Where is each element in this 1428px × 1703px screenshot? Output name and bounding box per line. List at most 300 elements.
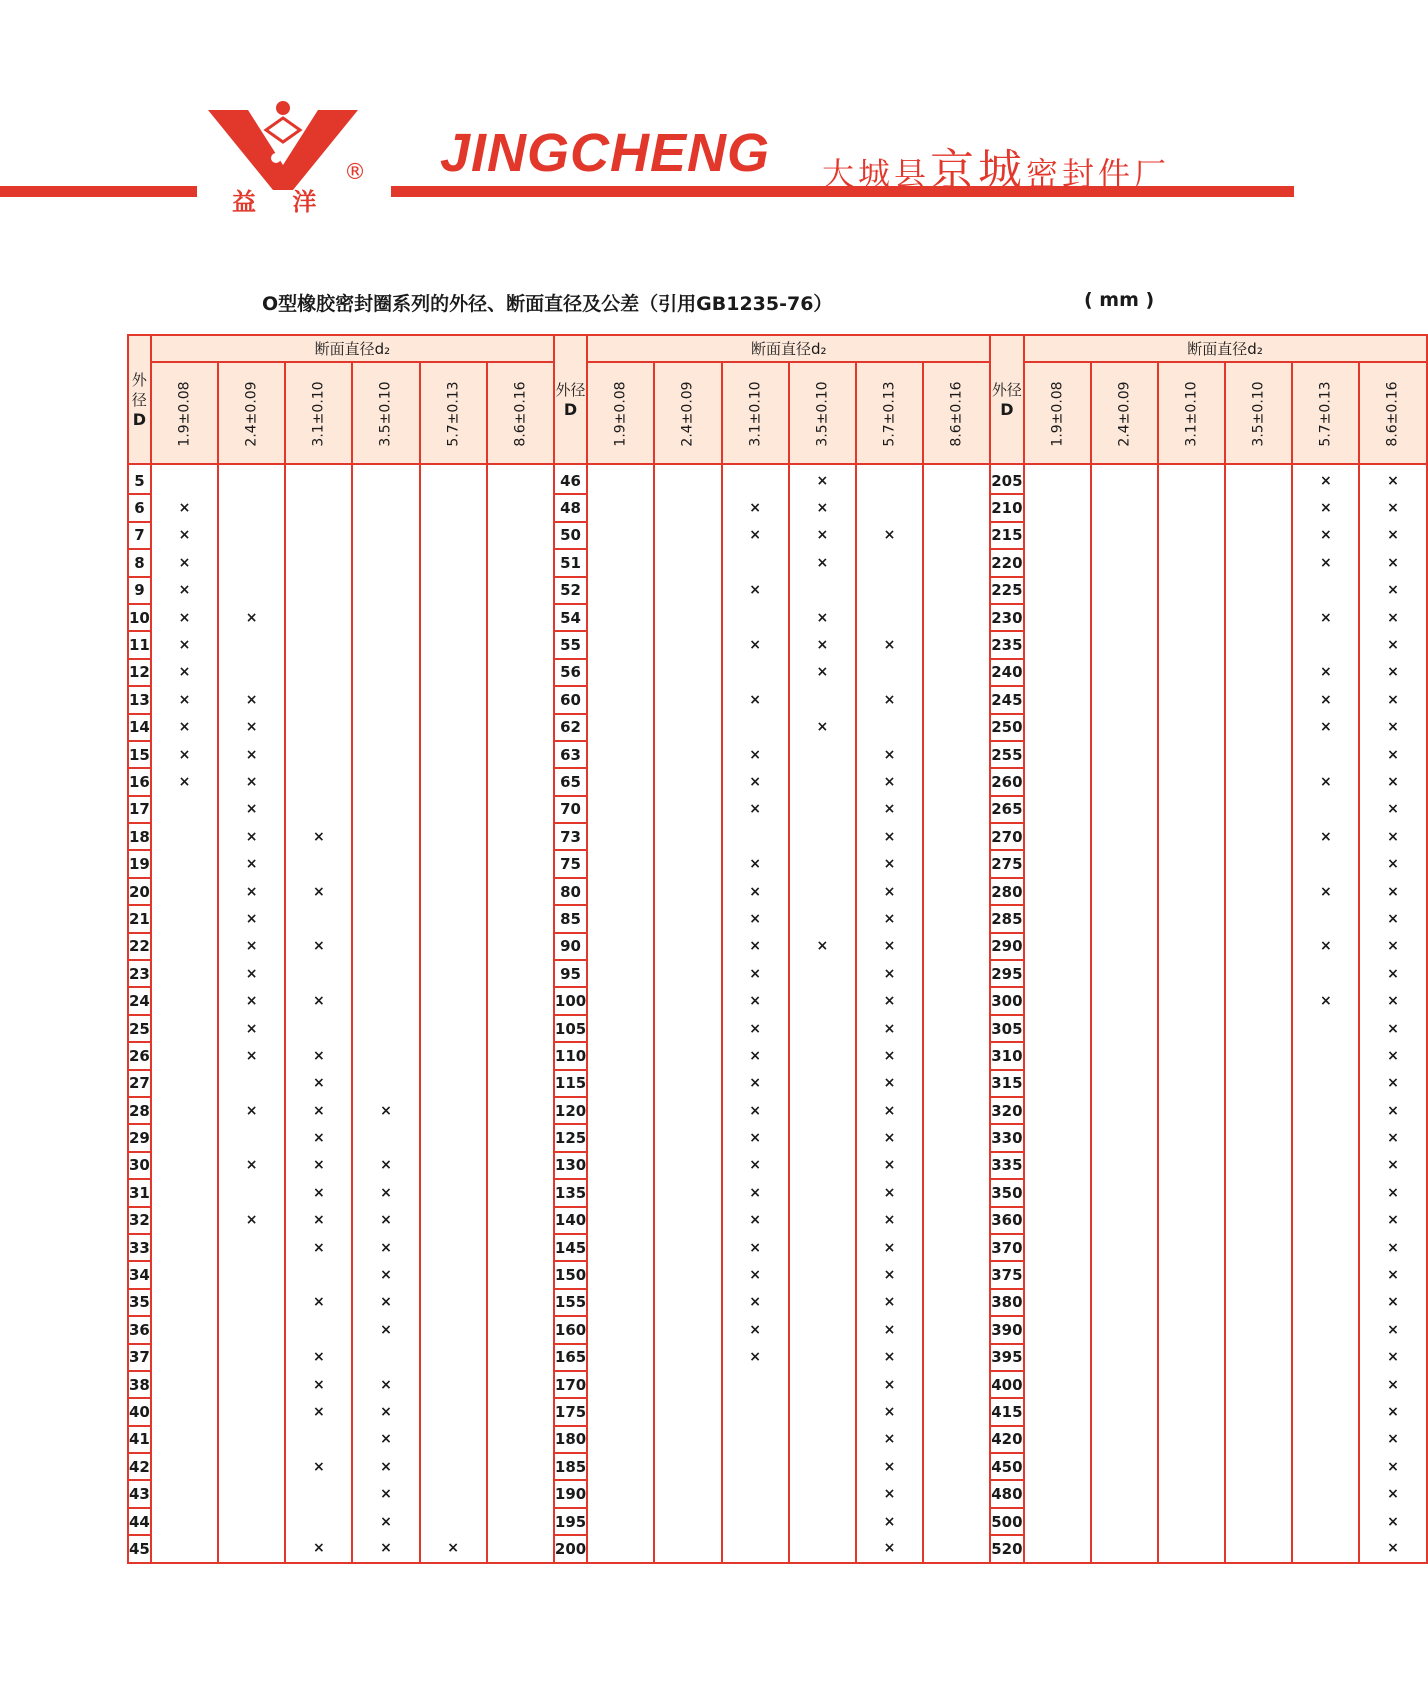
cross-section-size-header (1024, 362, 1091, 464)
empty-cell (1158, 1207, 1225, 1234)
empty-cell (923, 686, 990, 713)
empty-cell (1091, 1042, 1158, 1069)
availability-mark: × (151, 741, 218, 768)
empty-cell (856, 714, 923, 741)
empty-cell (1024, 850, 1091, 877)
empty-cell (654, 823, 721, 850)
availability-mark: × (856, 1042, 923, 1069)
availability-mark: × (1359, 1097, 1426, 1124)
availability-mark: × (1359, 1207, 1426, 1234)
diameter-cell: 160 (554, 1316, 587, 1343)
empty-cell (285, 905, 352, 932)
availability-mark: × (1359, 714, 1426, 741)
empty-cell (352, 823, 419, 850)
empty-cell (1091, 933, 1158, 960)
empty-cell (352, 1042, 419, 1069)
empty-cell (587, 1508, 654, 1535)
empty-cell (1091, 1261, 1158, 1288)
empty-cell (923, 1371, 990, 1398)
availability-mark: × (285, 933, 352, 960)
empty-cell (352, 905, 419, 932)
diameter-cell: 210 (990, 494, 1023, 521)
diameter-cell: 19 (128, 850, 151, 877)
empty-cell (1225, 933, 1292, 960)
empty-cell (1024, 1535, 1091, 1562)
diameter-header-symbol: D (563, 399, 578, 419)
empty-cell (1024, 494, 1091, 521)
empty-cell (1091, 850, 1158, 877)
diameter-cell: 73 (554, 823, 587, 850)
empty-cell (487, 631, 554, 658)
diameter-cell: 21 (128, 905, 151, 932)
diameter-cell: 30 (128, 1152, 151, 1179)
diameter-cell: 380 (990, 1289, 1023, 1316)
empty-cell (923, 522, 990, 549)
empty-cell (151, 1042, 218, 1069)
empty-cell (1024, 1152, 1091, 1179)
empty-cell (654, 1070, 721, 1097)
empty-cell (654, 1097, 721, 1124)
diameter-cell: 260 (990, 768, 1023, 795)
cross-section-size-header (654, 362, 721, 464)
empty-cell (285, 549, 352, 576)
diameter-cell: 62 (554, 714, 587, 741)
diameter-cell: 255 (990, 741, 1023, 768)
diameter-cell: 52 (554, 577, 587, 604)
availability-mark: × (1359, 768, 1426, 795)
empty-cell (1158, 686, 1225, 713)
diameter-cell: 27 (128, 1070, 151, 1097)
diameter-cell: 38 (128, 1371, 151, 1398)
empty-cell (285, 1426, 352, 1453)
availability-mark: × (151, 768, 218, 795)
availability-mark: × (218, 823, 285, 850)
empty-cell (1158, 464, 1225, 494)
table-row (128, 1344, 1427, 1371)
empty-cell (1091, 1508, 1158, 1535)
empty-cell (1024, 659, 1091, 686)
empty-cell (420, 1042, 487, 1069)
availability-mark: × (856, 1179, 923, 1206)
diameter-cell: 395 (990, 1344, 1023, 1371)
empty-cell (151, 1453, 218, 1480)
empty-cell (1024, 1042, 1091, 1069)
availability-mark: × (151, 714, 218, 741)
diameter-cell: 290 (990, 933, 1023, 960)
diameter-header-symbol: D (132, 409, 147, 429)
table-row (128, 1097, 1427, 1124)
cross-section-size-header (1359, 362, 1426, 464)
availability-mark: × (218, 1042, 285, 1069)
empty-cell (487, 549, 554, 576)
logo-text: 益 洋 (232, 187, 331, 216)
empty-cell (789, 1234, 856, 1261)
empty-cell (587, 686, 654, 713)
cross-section-size-header (487, 362, 554, 464)
empty-cell (420, 1289, 487, 1316)
availability-mark: × (722, 878, 789, 905)
empty-cell (789, 1344, 856, 1371)
empty-cell (1024, 905, 1091, 932)
empty-cell (420, 960, 487, 987)
empty-cell (1091, 1426, 1158, 1453)
empty-cell (218, 1124, 285, 1151)
empty-cell (420, 768, 487, 795)
diameter-cell: 250 (990, 714, 1023, 741)
empty-cell (1024, 1316, 1091, 1343)
empty-cell (352, 577, 419, 604)
empty-cell (1091, 686, 1158, 713)
empty-cell (1091, 1070, 1158, 1097)
availability-mark: × (1359, 1042, 1426, 1069)
empty-cell (1158, 631, 1225, 658)
empty-cell (654, 1261, 721, 1288)
empty-cell (352, 933, 419, 960)
empty-cell (218, 1426, 285, 1453)
diameter-cell: 265 (990, 796, 1023, 823)
empty-cell (1292, 1453, 1359, 1480)
empty-cell (1158, 850, 1225, 877)
empty-cell (1158, 659, 1225, 686)
diameter-header-label: 外径 (131, 370, 147, 409)
empty-cell (420, 1453, 487, 1480)
cross-section-size-header (420, 362, 487, 464)
empty-cell (722, 1453, 789, 1480)
empty-cell (789, 1042, 856, 1069)
table-row (128, 1152, 1427, 1179)
empty-cell (1292, 741, 1359, 768)
empty-cell (1225, 878, 1292, 905)
availability-mark: × (856, 1398, 923, 1425)
cross-section-size-header (218, 362, 285, 464)
empty-cell (352, 741, 419, 768)
empty-cell (1292, 1042, 1359, 1069)
empty-cell (352, 714, 419, 741)
empty-cell (218, 494, 285, 521)
diameter-cell: 335 (990, 1152, 1023, 1179)
empty-cell (654, 1508, 721, 1535)
empty-cell (856, 549, 923, 576)
availability-mark: × (1359, 631, 1426, 658)
diameter-cell: 520 (990, 1535, 1023, 1562)
table-row (128, 1480, 1427, 1507)
empty-cell (1225, 464, 1292, 494)
empty-cell (487, 1152, 554, 1179)
empty-cell (1158, 604, 1225, 631)
empty-cell (923, 577, 990, 604)
empty-cell (285, 1261, 352, 1288)
diameter-cell: 26 (128, 1042, 151, 1069)
availability-mark: × (722, 1124, 789, 1151)
availability-mark: × (1359, 1371, 1426, 1398)
diameter-cell: 22 (128, 933, 151, 960)
empty-cell (151, 1316, 218, 1343)
diameter-cell: 43 (128, 1480, 151, 1507)
diameter-cell: 205 (990, 464, 1023, 494)
availability-mark: × (856, 768, 923, 795)
table-row (128, 1289, 1427, 1316)
availability-mark: × (1292, 686, 1359, 713)
diameter-cell: 180 (554, 1426, 587, 1453)
availability-mark: × (285, 1152, 352, 1179)
empty-cell (1292, 1371, 1359, 1398)
empty-cell (1292, 1289, 1359, 1316)
availability-mark: × (1292, 878, 1359, 905)
availability-mark: × (285, 1207, 352, 1234)
empty-cell (420, 741, 487, 768)
empty-cell (151, 850, 218, 877)
empty-cell (654, 1535, 721, 1562)
empty-cell (1024, 577, 1091, 604)
empty-cell (487, 1398, 554, 1425)
empty-cell (1292, 796, 1359, 823)
empty-cell (1024, 1234, 1091, 1261)
empty-cell (487, 659, 554, 686)
empty-cell (654, 905, 721, 932)
availability-mark: × (1359, 604, 1426, 631)
empty-cell (1292, 1124, 1359, 1151)
empty-cell (1225, 522, 1292, 549)
availability-mark: × (1359, 549, 1426, 576)
availability-mark: × (789, 714, 856, 741)
empty-cell (1292, 1152, 1359, 1179)
empty-cell (487, 464, 554, 494)
availability-mark: × (789, 549, 856, 576)
empty-cell (218, 522, 285, 549)
empty-cell (218, 1234, 285, 1261)
diameter-header-symbol: D (1000, 399, 1014, 419)
empty-cell (285, 1508, 352, 1535)
diameter-cell: 11 (128, 631, 151, 658)
empty-cell (285, 686, 352, 713)
empty-cell (1225, 987, 1292, 1014)
cross-section-size-header (587, 362, 654, 464)
empty-cell (1225, 1097, 1292, 1124)
availability-mark: × (722, 850, 789, 877)
table-row (128, 577, 1427, 604)
availability-mark: × (151, 522, 218, 549)
diameter-cell: 285 (990, 905, 1023, 932)
empty-cell (285, 850, 352, 877)
empty-cell (587, 577, 654, 604)
empty-cell (1225, 768, 1292, 795)
empty-cell (1225, 577, 1292, 604)
empty-cell (654, 631, 721, 658)
cross-section-size-label: 3.5±0.10 (1250, 381, 1267, 447)
availability-mark: × (856, 1371, 923, 1398)
empty-cell (1091, 1015, 1158, 1042)
empty-cell (1225, 1042, 1292, 1069)
empty-cell (587, 796, 654, 823)
empty-cell (1225, 1261, 1292, 1288)
empty-cell (722, 714, 789, 741)
empty-cell (1158, 1124, 1225, 1151)
diameter-cell: 130 (554, 1152, 587, 1179)
diameter-cell: 60 (554, 686, 587, 713)
diameter-cell: 48 (554, 494, 587, 521)
diameter-cell: 300 (990, 987, 1023, 1014)
empty-cell (923, 464, 990, 494)
empty-cell (1225, 1289, 1292, 1316)
empty-cell (1091, 1289, 1158, 1316)
empty-cell (587, 850, 654, 877)
diameter-cell: 115 (554, 1070, 587, 1097)
empty-cell (722, 1535, 789, 1562)
availability-mark: × (352, 1234, 419, 1261)
empty-cell (151, 823, 218, 850)
availability-mark: × (151, 577, 218, 604)
cross-section-size-label: 1.9±0.08 (1049, 381, 1066, 447)
empty-cell (789, 1261, 856, 1288)
availability-mark: × (285, 1179, 352, 1206)
empty-cell (1091, 823, 1158, 850)
empty-cell (420, 1152, 487, 1179)
cross-section-group-header: 断面直径d₂ (151, 335, 554, 362)
empty-cell (587, 1261, 654, 1288)
empty-cell (352, 1344, 419, 1371)
diameter-cell: 10 (128, 604, 151, 631)
empty-cell (923, 1453, 990, 1480)
cross-section-size-header (722, 362, 789, 464)
empty-cell (587, 494, 654, 521)
empty-cell (789, 1426, 856, 1453)
availability-mark: × (151, 494, 218, 521)
empty-cell (1158, 741, 1225, 768)
availability-mark: × (722, 494, 789, 521)
empty-cell (1024, 1453, 1091, 1480)
diameter-header (990, 335, 1023, 464)
empty-cell (587, 1453, 654, 1480)
availability-mark: × (1359, 905, 1426, 932)
empty-cell (923, 741, 990, 768)
empty-cell (654, 1015, 721, 1042)
empty-cell (420, 1371, 487, 1398)
empty-cell (587, 987, 654, 1014)
empty-cell (1024, 768, 1091, 795)
empty-cell (151, 1261, 218, 1288)
empty-cell (1225, 1398, 1292, 1425)
empty-cell (722, 659, 789, 686)
empty-cell (1024, 1289, 1091, 1316)
availability-mark: × (218, 987, 285, 1014)
availability-mark: × (151, 659, 218, 686)
table-row (128, 960, 1427, 987)
availability-mark: × (1359, 878, 1426, 905)
diameter-cell: 24 (128, 987, 151, 1014)
empty-cell (1024, 1371, 1091, 1398)
availability-mark: × (218, 796, 285, 823)
empty-cell (856, 577, 923, 604)
empty-cell (1091, 1179, 1158, 1206)
empty-cell (1024, 933, 1091, 960)
cross-section-size-label: 2.4±0.09 (1116, 381, 1133, 447)
empty-cell (1024, 960, 1091, 987)
diameter-cell: 50 (554, 522, 587, 549)
empty-cell (487, 1453, 554, 1480)
availability-mark: × (1292, 604, 1359, 631)
availability-mark: × (218, 1015, 285, 1042)
empty-cell (1091, 1097, 1158, 1124)
empty-cell (654, 714, 721, 741)
availability-mark: × (352, 1179, 419, 1206)
empty-cell (487, 933, 554, 960)
empty-cell (420, 1426, 487, 1453)
empty-cell (587, 960, 654, 987)
header-rule-left (0, 186, 197, 197)
empty-cell (151, 1207, 218, 1234)
empty-cell (789, 1179, 856, 1206)
empty-cell (1225, 631, 1292, 658)
empty-cell (1292, 1179, 1359, 1206)
empty-cell (789, 796, 856, 823)
empty-cell (722, 1426, 789, 1453)
diameter-cell: 5 (128, 464, 151, 494)
diameter-cell: 110 (554, 1042, 587, 1069)
empty-cell (1091, 494, 1158, 521)
empty-cell (1158, 1042, 1225, 1069)
availability-mark: × (1359, 659, 1426, 686)
empty-cell (285, 494, 352, 521)
availability-mark: × (722, 796, 789, 823)
empty-cell (1158, 1289, 1225, 1316)
empty-cell (923, 823, 990, 850)
empty-cell (1225, 1070, 1292, 1097)
empty-cell (923, 494, 990, 521)
cross-section-size-label: 3.1±0.10 (1183, 381, 1200, 447)
empty-cell (789, 768, 856, 795)
empty-cell (587, 522, 654, 549)
empty-cell (654, 1179, 721, 1206)
empty-cell (487, 741, 554, 768)
empty-cell (420, 1398, 487, 1425)
availability-mark: × (722, 960, 789, 987)
empty-cell (923, 1316, 990, 1343)
diameter-cell: 35 (128, 1289, 151, 1316)
empty-cell (1158, 1234, 1225, 1261)
empty-cell (654, 1289, 721, 1316)
empty-cell (923, 796, 990, 823)
availability-mark: × (722, 1316, 789, 1343)
empty-cell (654, 768, 721, 795)
empty-cell (654, 522, 721, 549)
availability-mark: × (856, 1426, 923, 1453)
diameter-cell: 8 (128, 549, 151, 576)
availability-mark: × (151, 604, 218, 631)
company-suffix: 密封件厂 (1026, 155, 1171, 193)
diameter-cell: 135 (554, 1179, 587, 1206)
table-row (128, 987, 1427, 1014)
empty-cell (1158, 823, 1225, 850)
empty-cell (1024, 464, 1091, 494)
empty-cell (1158, 905, 1225, 932)
empty-cell (1091, 987, 1158, 1014)
empty-cell (1292, 1316, 1359, 1343)
availability-mark: × (856, 1316, 923, 1343)
table-row (128, 768, 1427, 795)
availability-mark: × (352, 1207, 419, 1234)
availability-mark: × (285, 1097, 352, 1124)
empty-cell (218, 1480, 285, 1507)
table-row (128, 1453, 1427, 1480)
diameter-cell: 270 (990, 823, 1023, 850)
empty-cell (1158, 1508, 1225, 1535)
empty-cell (352, 494, 419, 521)
diameter-cell: 415 (990, 1398, 1023, 1425)
cross-section-size-label: 2.4±0.09 (679, 381, 696, 447)
empty-cell (285, 768, 352, 795)
availability-mark: × (1292, 987, 1359, 1014)
empty-cell (487, 1426, 554, 1453)
